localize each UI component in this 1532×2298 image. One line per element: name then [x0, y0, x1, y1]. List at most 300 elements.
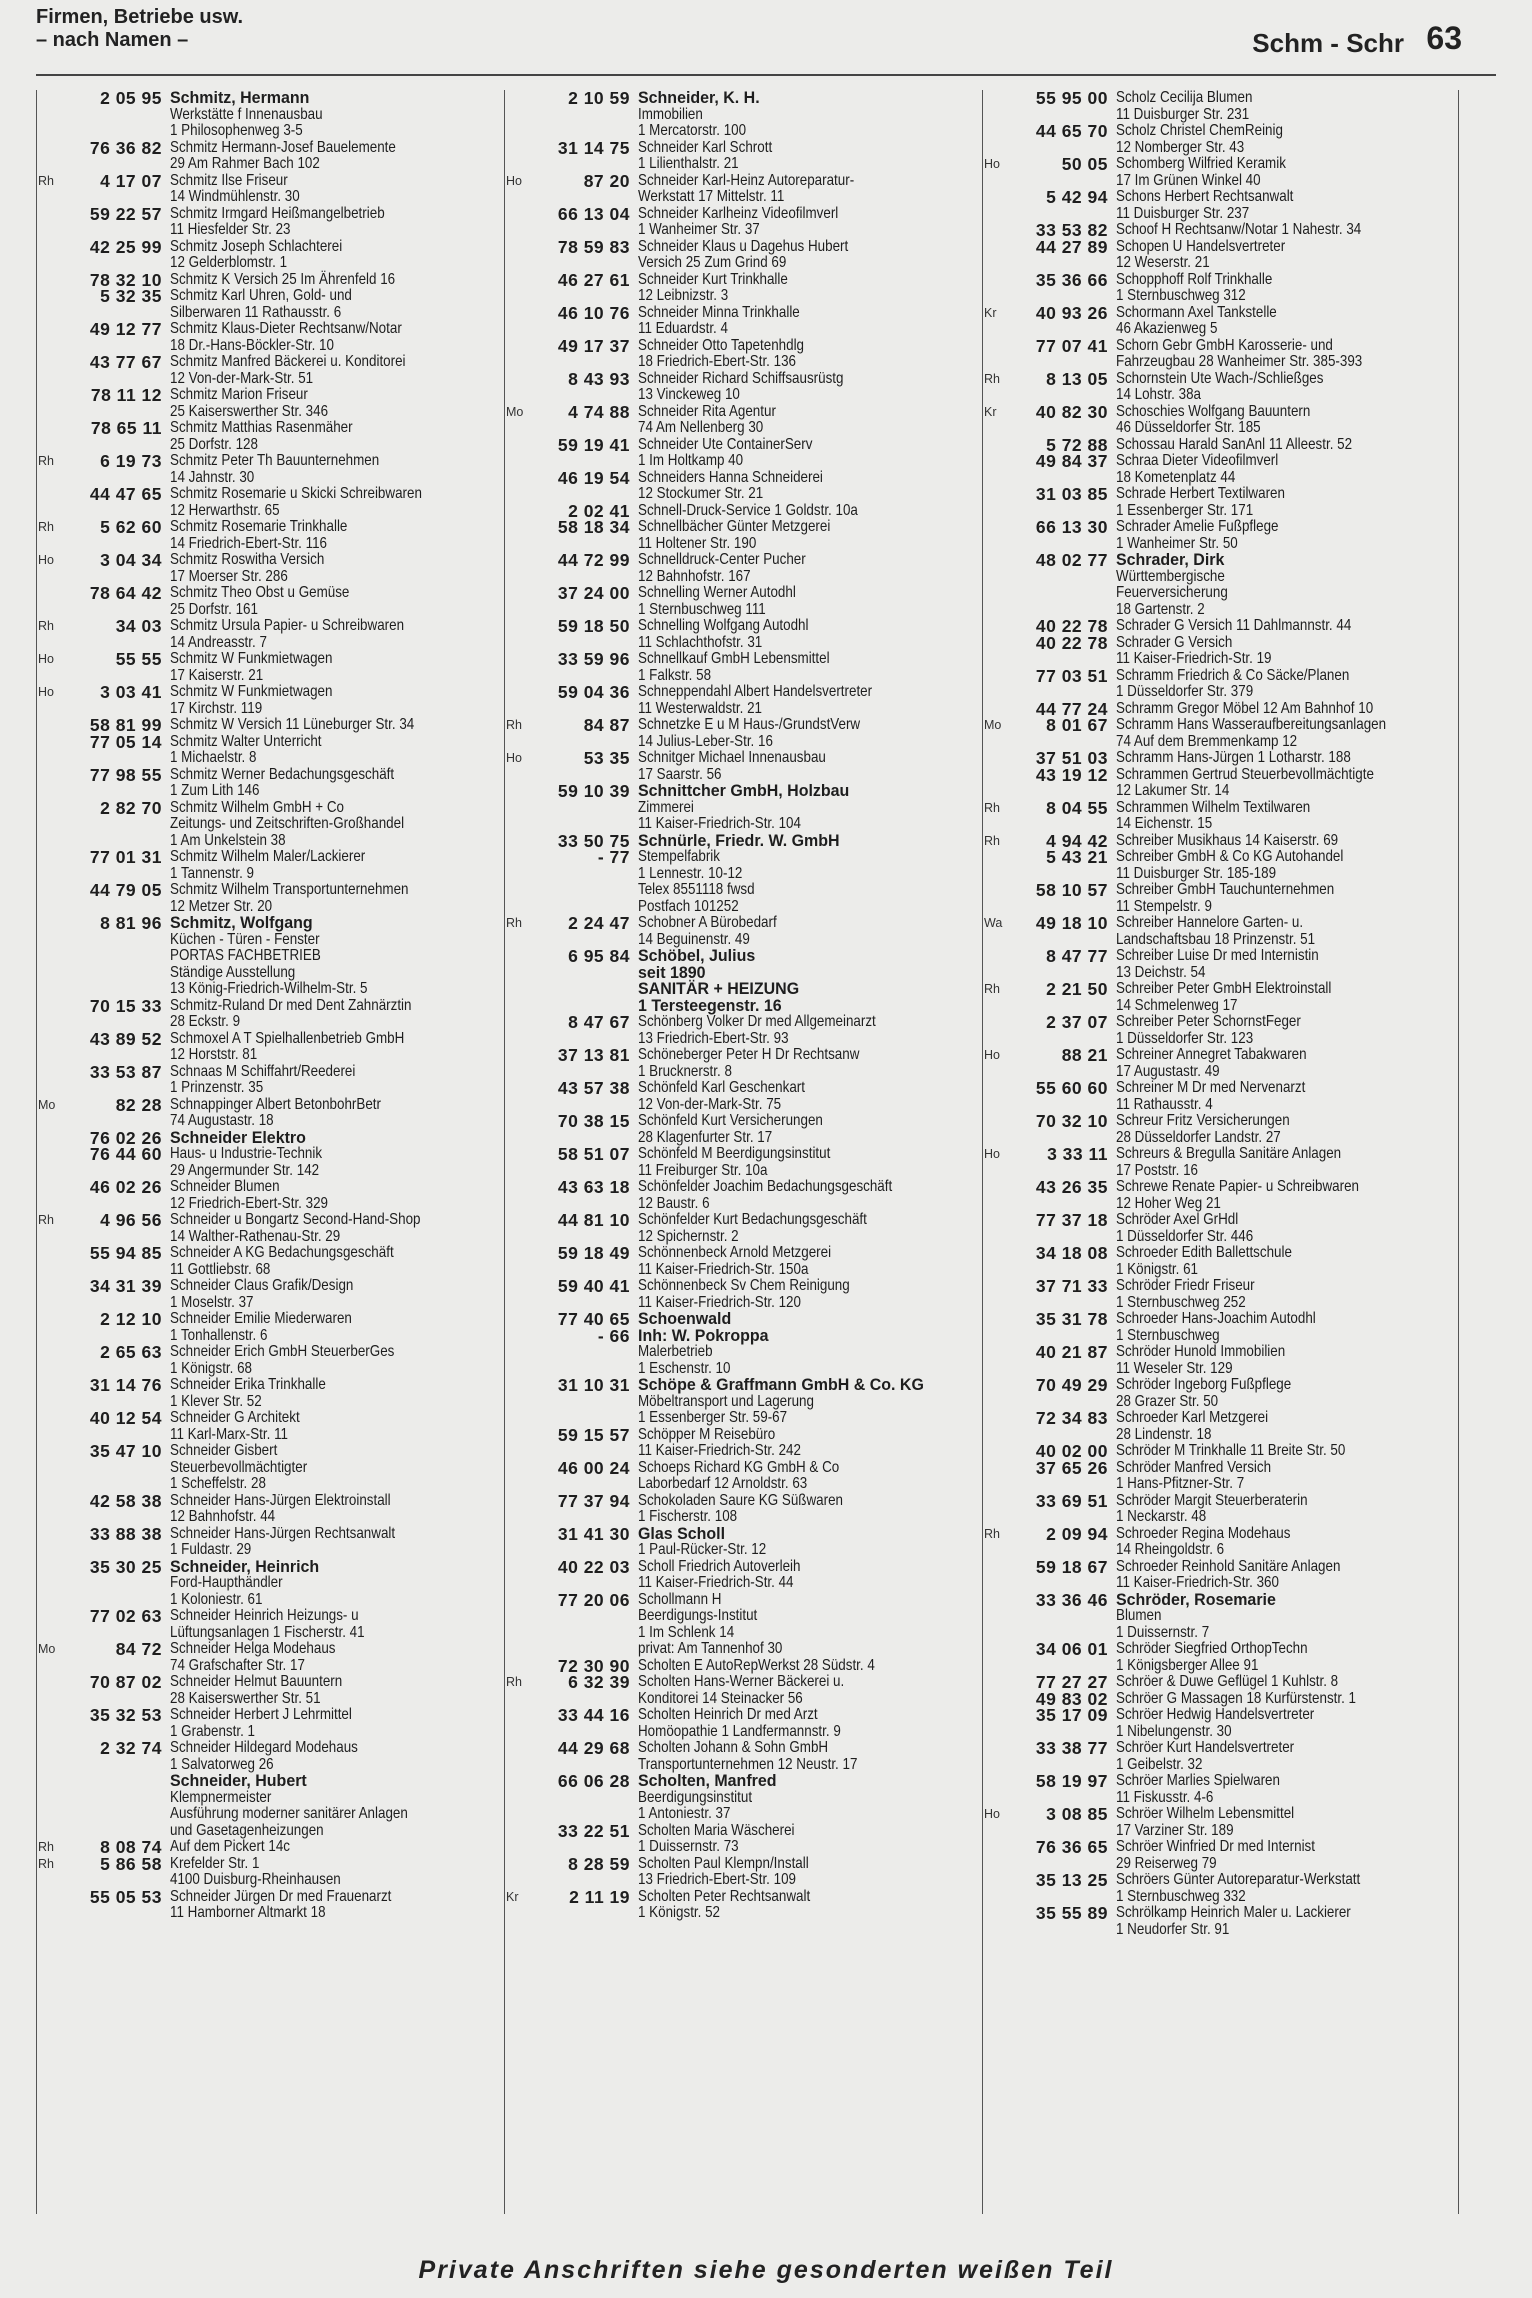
entry-text	[1116, 1113, 1456, 1146]
phone-number: 33 53 82	[1035, 220, 1108, 240]
district-code: Ho	[984, 1147, 1000, 1161]
phone-number: 76 36 65	[1035, 1837, 1108, 1857]
entry-detail: 12 Bahnhofstr. 167	[638, 567, 751, 585]
listing-entry	[984, 90, 1456, 123]
entry-detail: 11 Stempelstr. 9	[1116, 897, 1212, 915]
entry-text	[1116, 552, 1456, 618]
phone-number: 70 87 02	[89, 1672, 162, 1692]
district-code	[984, 750, 1008, 767]
column-rule	[504, 90, 505, 2214]
phone-number: 2 24 47	[568, 913, 630, 933]
phone-number: 44 77 24	[1035, 698, 1108, 719]
phone-number: 59 22 57	[89, 203, 162, 224]
district-code	[984, 849, 1008, 882]
listing-entry	[38, 1028, 502, 1064]
entry-detail: 11 Karl-Marx-Str. 11	[170, 1425, 289, 1443]
entry-text	[638, 585, 980, 618]
entry-name: Schmitz-Ruland Dr med Dent Zahnärztin	[170, 996, 412, 1014]
entry-detail: 1 Lilienthalstr. 21	[638, 155, 739, 172]
entry-text	[170, 1146, 502, 1179]
entry-name: Malerbetrieb	[638, 1343, 713, 1360]
listing-entry	[506, 1212, 980, 1245]
listing-column-1	[38, 90, 502, 2214]
entry-detail: 14 Rheingoldstr. 6	[1116, 1541, 1225, 1558]
entry-detail: 17 Im Grünen Winkel 40	[1116, 171, 1261, 189]
district-code	[506, 1658, 530, 1675]
entry-detail: 18 Friedrich-Ebert-Str. 136	[638, 353, 797, 370]
district-code	[506, 1311, 530, 1328]
listing-entry	[506, 519, 980, 552]
entry-detail: 29 Am Rahmer Bach 102	[170, 155, 320, 172]
entry-name: Scholz Cecilija Blumen	[1116, 90, 1253, 106]
entry-detail: 1 Neckarstr. 48	[1116, 1508, 1207, 1525]
phone-number: 35 36 66	[1035, 269, 1108, 290]
district-code	[38, 272, 62, 289]
phone-number: 5 72 88	[1046, 434, 1108, 455]
entry-name: Schneider Hans-Jürgen Elektroinstall	[170, 1491, 391, 1509]
entry-text	[1116, 915, 1456, 948]
entry-name: Schneider Kurt Trinkhalle	[638, 270, 788, 288]
entry-detail: 1 Duissernstr. 7	[1116, 1623, 1210, 1641]
listing-entry	[506, 1179, 980, 1212]
phone-number: 40 82 30	[1035, 401, 1108, 422]
entry-text	[638, 1179, 980, 1212]
phone-number: 43 57 38	[557, 1078, 630, 1098]
entry-name: Schornstein Ute Wach-/Schließges	[1116, 369, 1324, 387]
phone-number: 43 63 18	[557, 1177, 630, 1197]
entry-text	[638, 552, 980, 585]
entry-text	[638, 1278, 980, 1311]
entry-detail: 1 Geibelstr. 32	[1116, 1755, 1203, 1773]
entry-text	[170, 140, 502, 173]
entry-detail: 74 Grafschafter Str. 17	[170, 1656, 305, 1674]
entry-detail: 12 Metzer Str. 20	[170, 897, 273, 915]
district-code	[38, 354, 62, 387]
entry-detail: 1 Neudorfer Str. 91	[1116, 1920, 1230, 1938]
phone-number: 6 32 39	[568, 1672, 630, 1692]
district-code: Ho	[984, 1048, 1000, 1062]
entry-name: Schneider Heinrich Heizungs- u	[170, 1607, 359, 1624]
entry-name: Schneppendahl Albert Handelsvertreter	[638, 683, 873, 700]
listing-entry	[38, 1278, 502, 1311]
phone-number: 2 37 07	[1046, 1012, 1108, 1032]
entry-name: Schreiber Peter GmbH Elektroinstall	[1116, 980, 1332, 997]
phone-number: 44 27 89	[1035, 236, 1108, 257]
entry-name: Schnaas M Schiffahrt/Reederei	[170, 1062, 356, 1080]
listing-entry	[984, 981, 1456, 1014]
phone-number: 78 64 42	[89, 583, 162, 603]
entry-detail: 11 Kaiser-Friedrich-Str. 150a	[638, 1260, 809, 1278]
phone-number: 43 77 67	[89, 352, 162, 372]
entry-name: Schmitz Irmgard Heißmangelbetrieb	[170, 204, 385, 222]
district-code	[38, 206, 62, 239]
entry-text	[1116, 222, 1456, 239]
entry-name: Schneider Karl Schrott	[638, 138, 773, 156]
district-code	[984, 453, 1008, 486]
district-code	[984, 618, 1008, 635]
entry-text	[638, 1427, 980, 1460]
entry-detail: 1 Klever Str. 52	[170, 1392, 262, 1410]
entry-text	[638, 206, 980, 239]
entry-text	[170, 206, 502, 239]
entry-detail: 28 Lindenstr. 18	[1116, 1425, 1212, 1443]
entry-text	[170, 519, 502, 552]
listing-entry	[38, 1773, 502, 1839]
phone-number: 43 19 12	[1035, 764, 1108, 785]
entry-detail: 18 Dr.-Hans-Böckler-Str. 10	[170, 336, 334, 354]
listing-entry	[506, 1523, 980, 1559]
listing-entry	[38, 519, 502, 552]
entry-detail: 1 Nibelungenstr. 30	[1116, 1722, 1232, 1740]
listing-entry	[984, 849, 1456, 882]
phone-number: 59 18 49	[557, 1243, 630, 1263]
header-rule	[36, 74, 1496, 76]
entry-name: Schröer Winfried Dr med Internist	[1116, 1838, 1315, 1855]
phone-number: 2 32 74	[100, 1738, 162, 1758]
listing-entry	[38, 797, 502, 850]
district-code	[38, 1311, 62, 1344]
entry-detail: 11 Kaiser-Friedrich-Str. 44	[638, 1574, 794, 1591]
district-code	[506, 1014, 530, 1047]
listing-entry	[506, 651, 980, 684]
listing-entry	[38, 1344, 502, 1377]
entry-text	[170, 618, 502, 651]
entry-name: Scholten Hans-Werner Bäckerei u.	[638, 1673, 845, 1690]
entry-text	[170, 998, 502, 1031]
entry-name: Schmitz W Versich 11 Lüneburger Str. 34	[170, 716, 415, 733]
entry-name: Schönfelder Kurt Bedachungsgeschäft	[638, 1211, 867, 1228]
entry-text	[1116, 1641, 1456, 1674]
entry-name: Schrade Herbert Textilwaren	[1116, 485, 1285, 502]
entry-name: Schreiber GmbH Tauchunternehmen	[1116, 881, 1335, 898]
entry-name: Schneider Elektro	[170, 1127, 306, 1147]
listing-entry	[506, 585, 980, 618]
entry-detail: 11 Kaiser-Friedrich-Str. 360	[1116, 1574, 1279, 1591]
entry-text	[170, 717, 502, 734]
entry-name: Schröer & Duwe Geflügel 1 Kuhlstr. 8	[1116, 1673, 1339, 1690]
district-code	[984, 90, 1008, 123]
entry-detail: 17 Kaiserstr. 21	[170, 666, 264, 684]
entry-text	[638, 437, 980, 470]
entry-name: Schrader, Dirk	[1116, 550, 1225, 569]
entry-detail: 28 Kaiserswerther Str. 51	[170, 1689, 321, 1707]
entry-detail: 11 Weseler Str. 129	[1116, 1359, 1233, 1377]
entry-name: Scholten Paul Klempn/Install	[638, 1854, 809, 1872]
listing-entry	[506, 1047, 980, 1080]
entry-name: Schreur Fritz Versicherungen	[1116, 1112, 1290, 1129]
entry-text	[638, 173, 980, 206]
listing-entry	[506, 368, 980, 404]
phone-number: 8 81 96	[100, 913, 162, 933]
entry-detail: Ford-Haupthändler	[170, 1574, 283, 1591]
entry-name: Schmitz Walter Unterricht	[170, 732, 322, 750]
phone-number: 77 02 63	[89, 1606, 162, 1626]
entry-name: Schroeder Hans-Joachim Autodhl	[1116, 1310, 1316, 1327]
district-code	[38, 717, 62, 734]
entry-name: Schröder Ingeborg Fußpflege	[1116, 1376, 1292, 1393]
entry-detail: 11 Kaiser-Friedrich-Str. 242	[638, 1442, 801, 1459]
district-code	[506, 437, 530, 470]
entry-detail: Homöopathie 1 Landfermannstr. 9	[638, 1722, 841, 1740]
entry-detail: 13 König-Friedrich-Wilhelm-Str. 5	[170, 980, 368, 997]
entry-detail: Beerdigungs-Institut	[638, 1607, 758, 1624]
entry-name: Schreiber Hannelore Garten- u.	[1116, 914, 1304, 931]
entry-text	[638, 1740, 980, 1773]
entry-text	[170, 734, 502, 767]
entry-name: Schneider Hans-Jürgen Rechtsanwalt	[170, 1524, 396, 1542]
entry-name: Schobner A Bürobedarf	[638, 914, 777, 931]
listing-entry	[38, 618, 502, 651]
district-code	[506, 1707, 530, 1740]
entry-detail: 11 Schlachthofstr. 31	[638, 633, 763, 651]
phone-number: 37 65 26	[1035, 1457, 1108, 1478]
phone-number: 59 04 36	[557, 682, 630, 702]
entry-text	[638, 684, 980, 717]
district-code	[984, 1905, 1008, 1938]
entry-detail: 18 Gartenstr. 2	[1116, 600, 1205, 618]
phone-number: 40 22 78	[1035, 616, 1108, 636]
entry-name: Stempelfabrik	[638, 848, 720, 865]
footer-note: Private Anschriften siehe gesonderten weißen Teil	[418, 2256, 1114, 2284]
entry-name: Schreiber Musikhaus 14 Kaiserstr. 69	[1116, 831, 1339, 849]
district-code	[506, 1113, 530, 1146]
district-code: Rh	[984, 371, 1000, 386]
entry-detail: 74 Auf dem Bremmenkamp 12	[1116, 732, 1298, 750]
phone-number: 37 71 33	[1035, 1276, 1108, 1296]
phone-number: 82 28	[115, 1094, 162, 1115]
entry-detail: 1 Im Holtkamp 40	[638, 452, 744, 469]
entry-text	[170, 420, 502, 453]
phone-number: 46 10 76	[557, 302, 630, 323]
entry-detail: Telex 8551118 fwsd	[638, 881, 755, 898]
entry-text	[1116, 1589, 1456, 1642]
district-code	[506, 90, 530, 140]
entry-name: Schöpper M Reisebüro	[638, 1425, 776, 1443]
entry-detail: Fahrzeugbau 28 Wanheimer Str. 385-393	[1116, 353, 1363, 370]
phone-number: 44 65 70	[1035, 121, 1108, 141]
listing-entry	[984, 335, 1456, 371]
phone-number: 5 62 60	[100, 517, 162, 537]
entry-detail: 74 Augustastr. 18	[170, 1112, 274, 1129]
entry-name: Schneider Richard Schiffsausrüstg	[638, 369, 844, 387]
district-code: Rh	[38, 173, 54, 188]
district-code: Ho	[506, 751, 522, 765]
listing-entry	[984, 1278, 1456, 1311]
entry-text	[638, 1773, 980, 1823]
entry-text	[1116, 1905, 1456, 1938]
entry-detail: 1 Hans-Pfitzner-Str. 7	[1116, 1475, 1245, 1492]
listing-entry	[506, 1886, 980, 1922]
district-code: Rh	[506, 1675, 522, 1689]
entry-name: Schokoladen Saure KG Süßwaren	[638, 1491, 844, 1509]
entry-text	[170, 1856, 502, 1889]
phone-number: 8 13 05	[1046, 368, 1108, 389]
phone-number: 55 95 00	[1035, 90, 1108, 108]
entry-text	[638, 1344, 980, 1377]
listing-entry	[984, 1905, 1456, 1938]
entry-detail: 1 Königstr. 52	[638, 1904, 721, 1921]
entry-detail: 1 Tonhallenstr. 6	[170, 1326, 268, 1344]
phone-number: 55 94 85	[89, 1243, 162, 1263]
district-code	[38, 140, 62, 173]
district-code	[984, 1113, 1008, 1146]
entry-text	[170, 1278, 502, 1311]
entry-name: Schmitz Manfred Bäckerei u. Konditorei	[170, 353, 406, 370]
entry-detail: 1 Brucknerstr. 8	[638, 1062, 732, 1080]
listing-entry	[506, 684, 980, 717]
entry-text	[1116, 453, 1456, 486]
entry-name: Schmitz W Funkmietwagen	[170, 650, 333, 667]
listing-entry	[984, 665, 1456, 701]
district-code	[506, 1377, 530, 1427]
phone-number: 35 32 53	[89, 1705, 162, 1725]
entry-name: Schmitz Ilse Friseur	[170, 171, 288, 189]
phone-number: 58 18 34	[557, 517, 630, 537]
entry-name: Schneider Blumen	[170, 1178, 280, 1195]
entry-text	[1116, 1872, 1456, 1905]
district-code	[984, 239, 1008, 272]
entry-text	[638, 371, 980, 404]
entry-detail: 12 Stockumer Str. 21	[638, 485, 764, 502]
entry-name: Schröer Kurt Handelsvertreter	[1116, 1739, 1295, 1756]
entry-detail: 12 Bahnhofstr. 44	[170, 1508, 276, 1525]
listing-entry	[38, 1443, 502, 1493]
entry-text	[1116, 849, 1456, 882]
entry-name: Schmitz Ursula Papier- u Schreibwaren	[170, 617, 405, 634]
district-code	[38, 998, 62, 1031]
entry-name: Schossau Harald SanAnl 11 Alleestr. 52	[1116, 435, 1353, 453]
listing-entry	[506, 1113, 980, 1146]
listing-entry	[38, 1212, 502, 1245]
entry-text	[170, 684, 502, 717]
entry-text	[1116, 1014, 1456, 1047]
entry-detail: 1 Düsseldorfer Str. 379	[1116, 683, 1254, 700]
entry-detail: 12 Horststr. 81	[170, 1046, 258, 1063]
listing-entry	[984, 368, 1456, 404]
entry-detail: Werkstatt 17 Mittelstr. 11	[638, 188, 785, 205]
listing-entry	[506, 915, 980, 948]
listing-entry	[984, 269, 1456, 305]
entry-detail: 17 Varziner Str. 189	[1116, 1821, 1234, 1839]
entry-text	[1116, 800, 1456, 833]
district-code	[506, 618, 530, 651]
phone-number: 66 13 04	[557, 203, 630, 224]
phone-number: 2 10 59	[568, 90, 630, 108]
entry-name: 1 Tersteegenstr. 16	[638, 995, 782, 1015]
district-code	[506, 1427, 530, 1460]
district-code	[506, 1773, 530, 1823]
district-code	[506, 503, 530, 520]
entry-detail: Zeitungs- und Zeitschriften-Großhandel	[170, 815, 405, 832]
listing-entry	[506, 948, 980, 965]
entry-name: Schneider Minna Trinkhalle	[638, 303, 800, 321]
phone-number: 8 47 77	[1046, 946, 1108, 966]
entry-text	[1116, 717, 1456, 750]
district-code	[984, 1592, 1008, 1642]
entry-text	[1116, 1179, 1456, 1212]
phone-number: 3 33 11	[1047, 1144, 1108, 1164]
listing-entry	[984, 1773, 1456, 1806]
district-code	[38, 1443, 62, 1493]
district-code: Ho	[984, 157, 1000, 171]
listing-entry	[38, 453, 502, 486]
entry-detail: 25 Dorfstr. 161	[170, 600, 258, 618]
district-code	[984, 272, 1008, 305]
listing-entry	[506, 1674, 980, 1707]
phone-number: 50 05	[1061, 154, 1108, 174]
listing-entry	[506, 170, 980, 206]
entry-text	[638, 651, 980, 684]
listing-entry	[506, 552, 980, 585]
entry-detail: 1 Sternbuschweg 252	[1116, 1293, 1246, 1311]
listing-entry	[506, 1245, 980, 1278]
district-code	[984, 1377, 1008, 1410]
district-code	[506, 1559, 530, 1592]
entry-text	[638, 305, 980, 338]
entry-detail: Werkstätte f Innenausbau	[170, 105, 323, 123]
entry-text	[638, 1212, 980, 1245]
phone-number: 8 04 55	[1046, 797, 1108, 818]
phone-number: 70 32 10	[1035, 1111, 1108, 1131]
listing-entry	[984, 453, 1456, 486]
district-code	[984, 1278, 1008, 1311]
phone-number: 8 43 93	[568, 368, 630, 389]
entry-name: Schneider, Hubert	[170, 1771, 307, 1790]
entry-name: seit 1890	[638, 962, 706, 982]
district-code	[984, 948, 1008, 981]
entry-detail: 13 Deichstr. 54	[1116, 963, 1206, 981]
entry-name: Scholten Maria Wäscherei	[638, 1821, 795, 1839]
entry-name: Schroeder Regina Modehaus	[1116, 1524, 1291, 1542]
phone-number: 33 44 16	[557, 1705, 630, 1725]
district-code	[38, 1608, 62, 1641]
listing-entry	[984, 1490, 1456, 1526]
phone-number: 43 89 52	[89, 1028, 162, 1049]
phone-number: 84 87	[583, 715, 630, 735]
listing-entry	[38, 1094, 502, 1130]
district-code	[38, 1773, 62, 1839]
district-code	[984, 1493, 1008, 1526]
phone-number: 33 69 51	[1035, 1490, 1108, 1511]
listing-entry	[984, 1311, 1456, 1344]
entry-name: Schreiber Peter SchornstFeger	[1116, 1013, 1301, 1030]
district-code	[506, 1592, 530, 1658]
entry-detail: 12 Gelderblomstr. 1	[170, 254, 288, 271]
phone-number: 5 43 21	[1046, 847, 1108, 867]
entry-detail: 1 Philosophenweg 3-5	[170, 122, 303, 139]
entry-detail: 1 Tannenstr. 9	[170, 864, 255, 882]
entry-detail: 74 Am Nellenberg 30	[638, 419, 764, 436]
district-code	[984, 1460, 1008, 1493]
entry-detail: Küchen - Türen - Fenster	[170, 930, 320, 948]
entry-detail: 29 Reiserweg 79	[1116, 1854, 1217, 1872]
listing-entry	[984, 717, 1456, 750]
entry-name: Schönfelder Joachim Bedachungsgeschäft	[638, 1178, 893, 1195]
listing-entry	[506, 1773, 980, 1823]
listing-entry	[38, 651, 502, 684]
district-code	[506, 272, 530, 305]
entry-detail: 1 Falkstr. 58	[638, 666, 712, 684]
phone-number: 40 93 26	[1035, 302, 1108, 323]
entry-text	[1116, 1443, 1456, 1460]
entry-text	[1116, 1460, 1456, 1493]
listing-entry	[38, 1641, 502, 1674]
listing-entry	[984, 1589, 1456, 1642]
entry-name: Schmitz Joseph Schlachterei	[170, 237, 343, 255]
entry-detail: 11 Freiburger Str. 10a	[638, 1161, 768, 1179]
district-code	[506, 1080, 530, 1113]
entry-name: Schoeps Richard KG GmbH & Co	[638, 1458, 840, 1476]
